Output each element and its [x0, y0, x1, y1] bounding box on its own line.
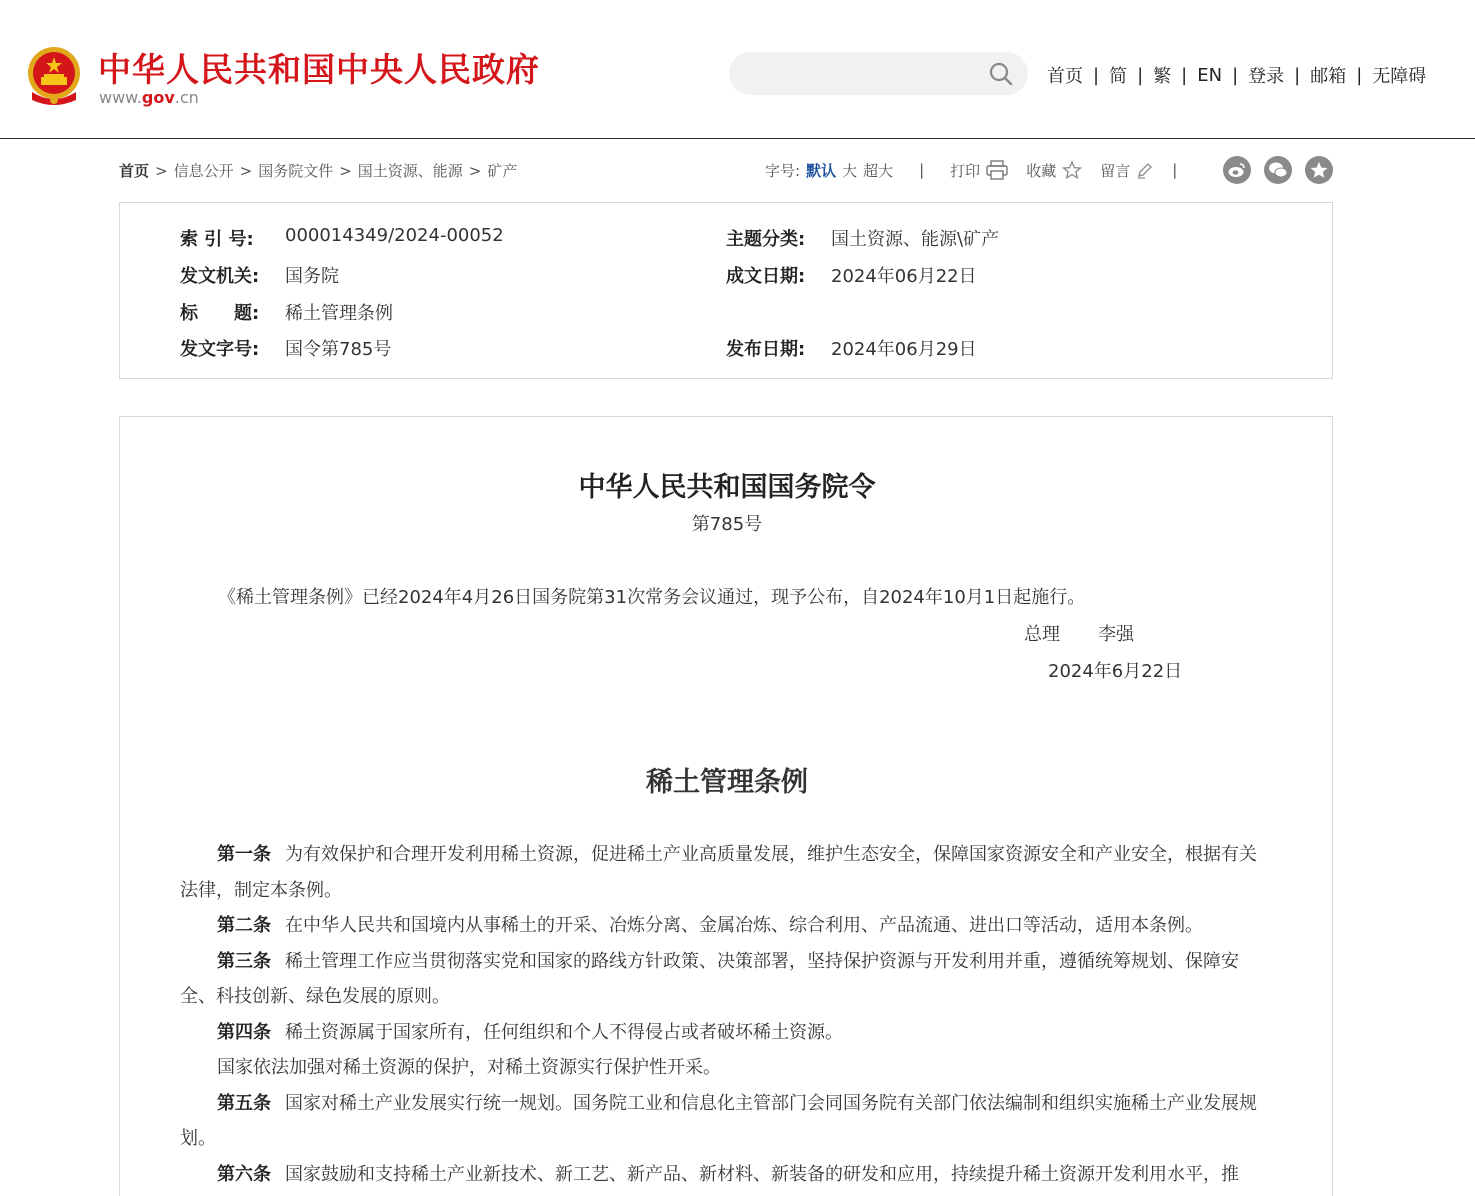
meta-title-value: 稀土管理条例	[285, 303, 393, 324]
meta-category-row	[726, 225, 999, 251]
article-text: 国家鼓励和支持稀土产业新技术、新工艺、新产品、新材料、新装备的研发和应用，持续提升稀土资源开发利用水平，推	[285, 1163, 1239, 1185]
nav-separator: |	[1093, 64, 1100, 86]
document-metadata	[119, 202, 1333, 379]
signer-role: 总理	[1024, 624, 1060, 645]
article-heading: 第五条	[217, 1092, 271, 1114]
weibo-glyph	[1227, 161, 1247, 179]
nav-separator: |	[1294, 64, 1301, 86]
article-toolbar	[765, 158, 1177, 182]
meta-category-label: 主题分类:	[726, 229, 806, 250]
article-paragraph	[180, 944, 1270, 1015]
signer-name: 李强	[1098, 624, 1134, 645]
article-text: 国家对稀土产业发展实行统一规划。国务院工业和信息化主管部门会同国务院有关部门依法编制和组织实施稀土产业发展规划。	[180, 1092, 1257, 1149]
nav-simplified[interactable]: 简	[1109, 66, 1128, 87]
site-header	[0, 0, 1475, 139]
meta-issuer-row	[180, 262, 339, 288]
toolbar-divider: |	[919, 161, 925, 179]
meta-publish-label: 发布日期:	[726, 339, 806, 360]
meta-issuer-label: 发文机关:	[180, 266, 260, 287]
meta-index-row	[180, 225, 504, 251]
breadcrumb	[119, 160, 517, 181]
favorite-label: 收藏	[1026, 161, 1057, 180]
font-size-label: 字号:	[765, 161, 801, 180]
article-paragraph	[180, 837, 1270, 908]
nav-separator: |	[1356, 64, 1363, 86]
meta-written-date-row	[726, 262, 977, 288]
printer-icon	[986, 160, 1008, 180]
article-text: 稀土管理工作应当贯彻落实党和国家的路线方针政策、决策部署，坚持保护资源与开发利用并重，遵循统筹规划、保障安全、科技创新、绿色发展的原则。	[180, 950, 1239, 1007]
article-paragraph	[180, 908, 1270, 944]
regulation-body	[180, 837, 1270, 1192]
search-input[interactable]	[729, 52, 1028, 95]
domain-prefix: www.	[99, 88, 142, 107]
star-share-icon[interactable]	[1305, 156, 1333, 184]
order-title: 中华人民共和国国务院令	[578, 472, 876, 503]
article-text: 在中华人民共和国境内从事稀土的开采、冶炼分离、金属冶炼、综合利用、产品流通、进出口等活动，适用本条例。	[285, 915, 1203, 936]
nav-accessibility[interactable]: 无障碍	[1372, 66, 1427, 87]
breadcrumb-minerals[interactable]: 矿产	[487, 162, 518, 180]
font-size-default[interactable]: 默认	[806, 161, 837, 180]
sign-date: 2024年6月22日	[1048, 661, 1183, 682]
favorite-button[interactable]	[1026, 160, 1082, 181]
meta-docno-value: 国令第785号	[285, 339, 392, 360]
meta-category-value: 国土资源、能源\矿产	[831, 229, 1000, 250]
article-text: 为有效保护和合理开发利用稀土资源，促进稀土产业高质量发展，维护生态安全，保障国家资源安全和产业安全，根据有关法律，制定本条例。	[180, 844, 1257, 901]
meta-docno-label: 发文字号:	[180, 339, 260, 360]
breadcrumb-separator: >	[468, 161, 482, 180]
nav-english[interactable]: EN	[1197, 64, 1223, 86]
article-heading: 第六条	[217, 1163, 271, 1185]
breadcrumb-home[interactable]: 首页	[119, 162, 150, 180]
meta-title-row	[180, 299, 393, 325]
nav-separator: |	[1232, 64, 1239, 86]
meta-written-value: 2024年06月22日	[831, 266, 977, 287]
article-paragraph	[180, 1157, 1270, 1193]
weibo-icon[interactable]	[1223, 156, 1251, 184]
comment-button[interactable]	[1100, 160, 1154, 181]
breadcrumb-separator: >	[239, 161, 253, 180]
nav-login[interactable]: 登录	[1248, 66, 1285, 87]
toolbar-divider: |	[1172, 161, 1178, 179]
regulation-title: 稀土管理条例	[646, 767, 808, 798]
print-label: 打印	[950, 161, 981, 180]
article-text: 稀土资源属于国家所有，任何组织和个人不得侵占或者破坏稀土资源。	[285, 1021, 843, 1043]
article-heading: 第三条	[217, 950, 271, 972]
site-domain[interactable]	[99, 88, 199, 107]
meta-issuer-value: 国务院	[285, 266, 339, 287]
print-button[interactable]	[950, 160, 1008, 181]
meta-publish-date-row	[726, 335, 977, 361]
article-content	[119, 416, 1333, 1196]
breadcrumb-state-council-docs[interactable]: 国务院文件	[258, 162, 334, 180]
meta-title-label: 标 题:	[180, 303, 260, 324]
wechat-glyph	[1268, 161, 1288, 179]
article-text: 国家依法加强对稀土资源的保护，对稀土资源实行保护性开采。	[217, 1057, 721, 1078]
promulgation-text: 《稀土管理条例》已经2024年4月26日国务院第31次常务会议通过，现予公布，自2024年10月1日起施行。	[218, 587, 1086, 608]
comment-label: 留言	[1100, 161, 1131, 180]
article-heading: 第四条	[217, 1021, 271, 1043]
nav-separator: |	[1137, 64, 1144, 86]
star-icon	[1062, 160, 1082, 180]
meta-publish-value: 2024年06月29日	[831, 339, 977, 360]
nav-traditional[interactable]: 繁	[1153, 66, 1172, 87]
font-size-xlarge[interactable]: 超大	[863, 161, 894, 180]
star-share-glyph	[1309, 160, 1329, 180]
domain-main: gov	[141, 88, 175, 107]
article-paragraph	[180, 1086, 1270, 1157]
top-nav	[1047, 62, 1426, 88]
font-size-large[interactable]: 大	[842, 161, 858, 180]
meta-docno-row	[180, 335, 391, 361]
nav-separator: |	[1181, 64, 1188, 86]
breadcrumb-separator: >	[339, 161, 352, 180]
breadcrumb-land-energy[interactable]: 国土资源、能源	[357, 162, 463, 180]
article-heading: 第二条	[217, 915, 271, 936]
national-emblem-icon[interactable]	[26, 44, 82, 108]
breadcrumb-info-disclosure[interactable]: 信息公开	[173, 162, 234, 180]
domain-suffix: .cn	[174, 88, 199, 107]
wechat-icon[interactable]	[1264, 156, 1292, 184]
nav-home[interactable]: 首页	[1047, 66, 1083, 87]
pencil-icon	[1136, 161, 1154, 179]
article-heading: 第一条	[217, 844, 271, 865]
meta-index-label: 索 引 号:	[180, 229, 254, 250]
site-title[interactable]: 中华人民共和国中央人民政府	[98, 50, 540, 89]
signer	[1024, 620, 1134, 646]
breadcrumb-separator: >	[155, 161, 168, 180]
article-paragraph	[180, 1050, 1270, 1086]
article-paragraph	[180, 1015, 1270, 1051]
search-icon[interactable]	[988, 61, 1014, 87]
meta-written-label: 成文日期:	[726, 266, 806, 287]
meta-index-value: 000014349/2024-00052	[285, 225, 504, 246]
nav-mail[interactable]: 邮箱	[1310, 66, 1347, 87]
order-number: 第785号	[691, 514, 763, 535]
